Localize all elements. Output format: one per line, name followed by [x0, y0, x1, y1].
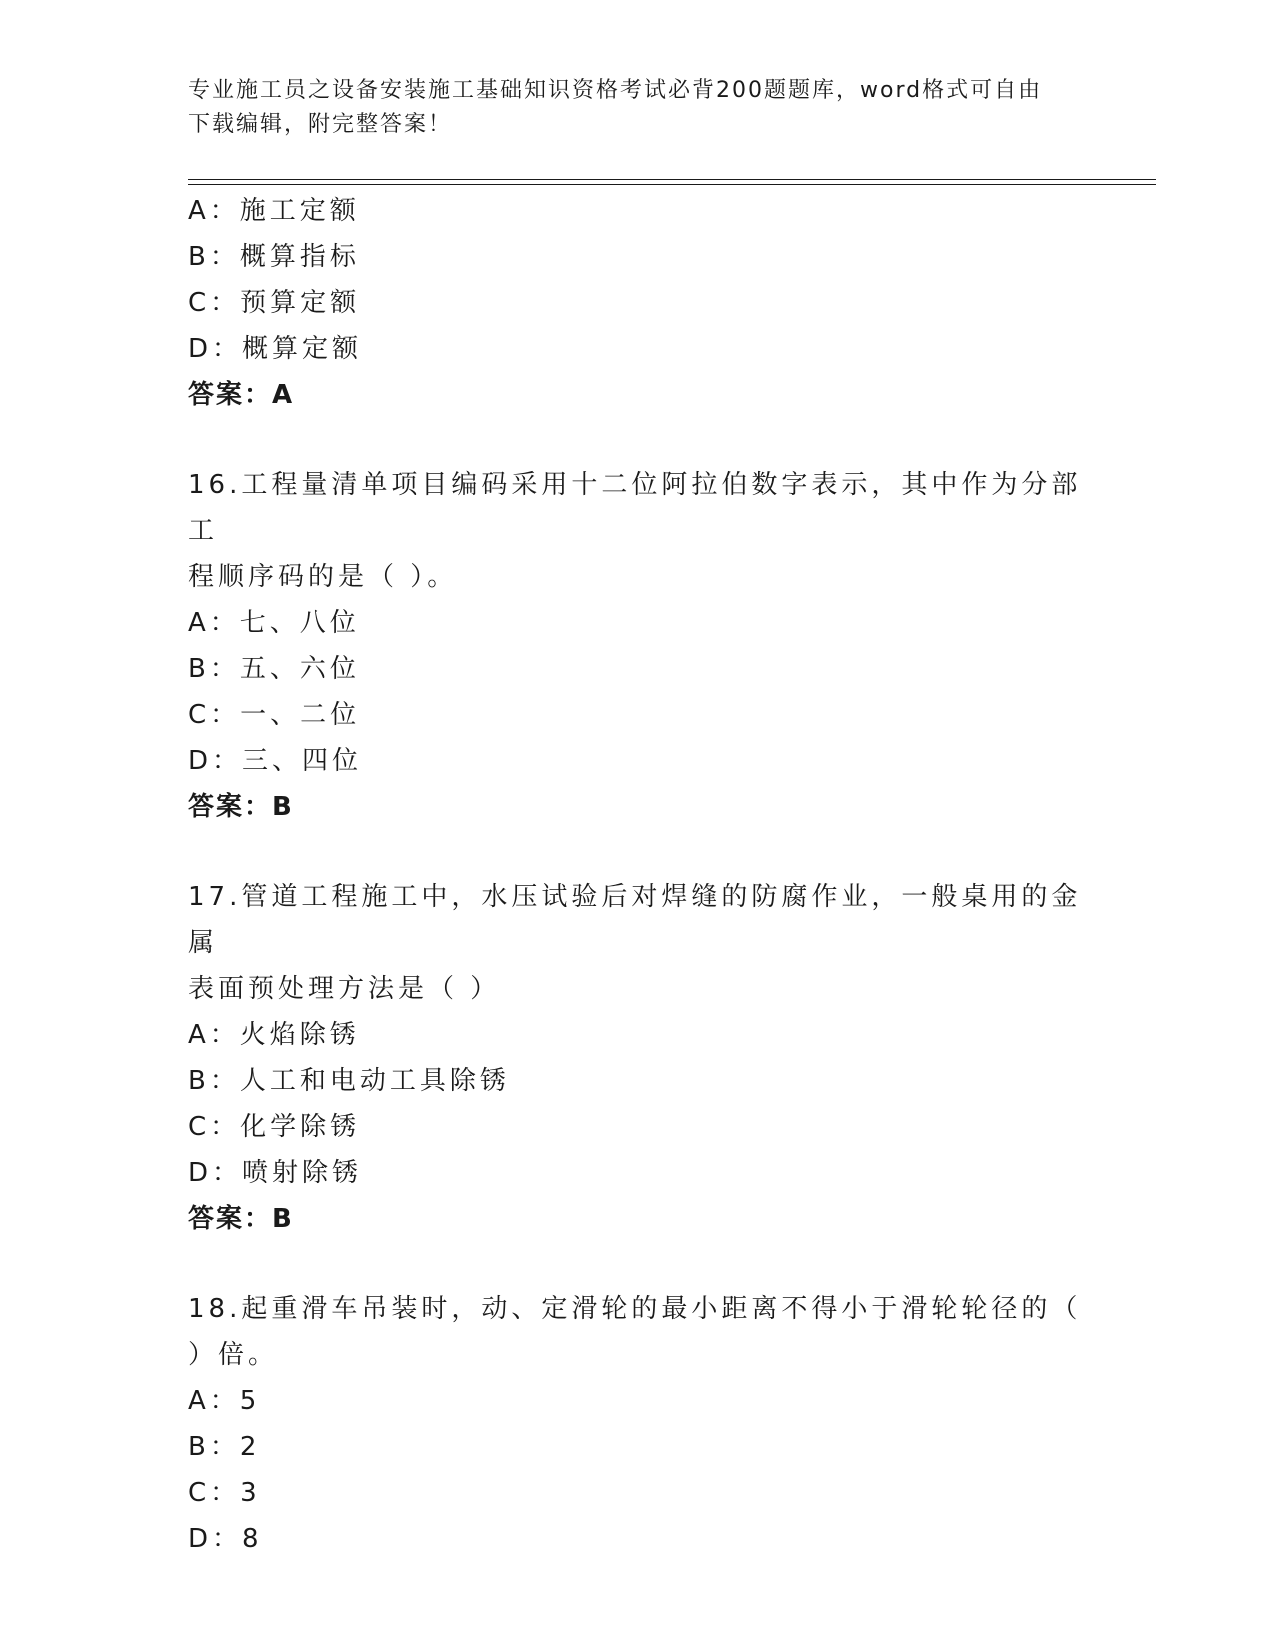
question-17 — [188, 874, 1088, 1242]
document-header — [188, 74, 1088, 142]
q18-option-a: A：5 — [188, 1386, 261, 1416]
question-15 — [188, 188, 1088, 418]
q15-option-b: B：概算指标 — [188, 242, 360, 272]
q18-option-b: B：2 — [188, 1432, 261, 1462]
header-divider-top — [188, 179, 1156, 180]
q16-answer: 答案：B — [188, 792, 294, 822]
question-16 — [188, 462, 1088, 830]
q15-option-d: D：概算定额 — [188, 334, 363, 364]
q16-option-b: B：五、六位 — [188, 654, 360, 684]
header-line-1: 专业施工员之设备安装施工基础知识资格考试必背200题题库，word格式可自由 — [188, 78, 1043, 103]
q16-stem-line-1: 16.工程量清单项目编码采用十二位阿拉伯数字表示，其中作为分部工 — [188, 470, 1082, 546]
q17-option-b: B：人工和电动工具除锈 — [188, 1066, 510, 1096]
q18-stem-line-1: 18.起重滑车吊装时，动、定滑轮的最小距离不得小于滑轮轮径的（ — [188, 1294, 1082, 1324]
q17-option-c: C：化学除锈 — [188, 1112, 361, 1142]
q16-stem-line-2: 程顺序码的是（ ）。 — [188, 562, 458, 592]
question-18 — [188, 1286, 1088, 1562]
q17-stem-line-1: 17.管道工程施工中，水压试验后对焊缝的防腐作业，一般桌用的金属 — [188, 882, 1082, 958]
header-divider-bottom — [188, 184, 1156, 185]
q18-option-c: C：3 — [188, 1478, 261, 1508]
q18-stem-line-2: ）倍。 — [188, 1340, 279, 1370]
q17-stem-line-2: 表面预处理方法是（ ） — [188, 974, 501, 1004]
q15-option-a: A：施工定额 — [188, 196, 360, 226]
q15-answer: 答案：A — [188, 380, 295, 410]
q17-option-a: A：火焰除锈 — [188, 1020, 360, 1050]
q17-option-d: D：喷射除锈 — [188, 1158, 363, 1188]
q18-option-d: D：8 — [188, 1524, 263, 1554]
document-body — [188, 188, 1088, 1562]
q16-option-c: C：一、二位 — [188, 700, 361, 730]
q15-option-c: C：预算定额 — [188, 288, 361, 318]
header-line-2: 下载编辑，附完整答案！ — [188, 112, 453, 137]
q16-option-a: A：七、八位 — [188, 608, 360, 638]
q17-answer: 答案：B — [188, 1204, 294, 1234]
q16-option-d: D：三、四位 — [188, 746, 363, 776]
